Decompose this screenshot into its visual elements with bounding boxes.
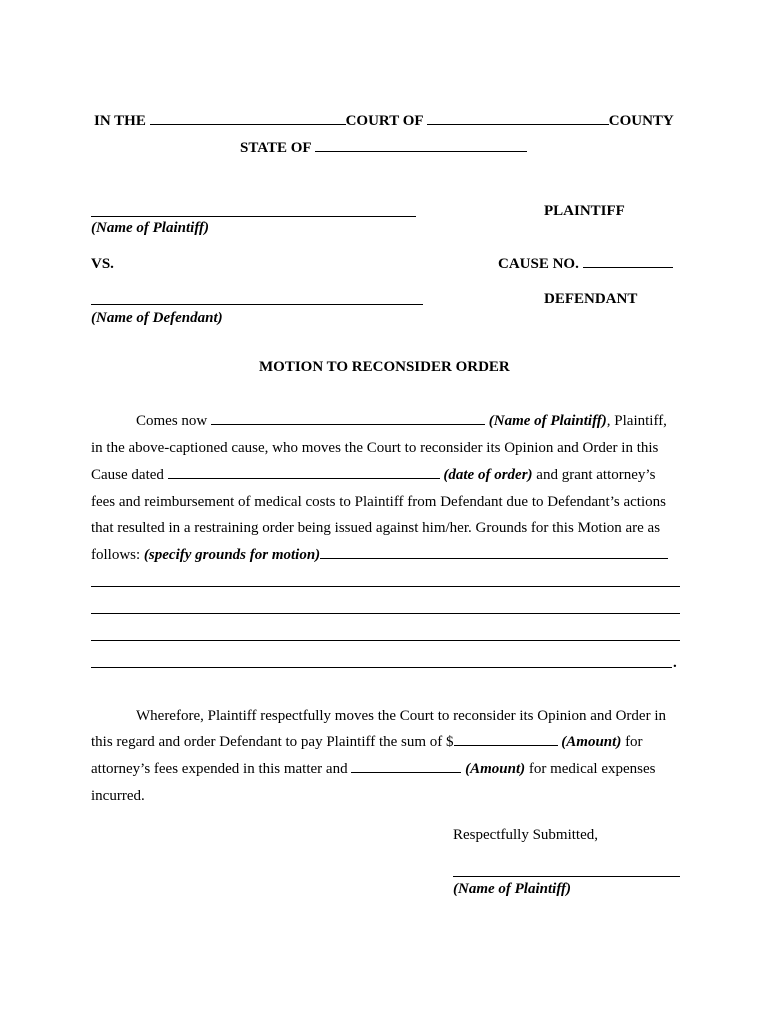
document-title: MOTION TO RECONSIDER ORDER xyxy=(259,359,510,375)
plaintiff-name-line[interactable] xyxy=(91,216,416,217)
body1-line4: fees and reimbursement of medical costs to Plaintiff from Defendant due to Defendant’s actions xyxy=(91,494,666,510)
court-of-label: COURT OF xyxy=(345,113,423,129)
cause-no-label: CAUSE NO. xyxy=(498,256,579,272)
in-the-label: IN THE xyxy=(94,113,146,129)
grounds-blank-first[interactable] xyxy=(320,557,668,559)
defendant-name-line[interactable] xyxy=(91,304,423,305)
cause-number-line xyxy=(498,256,673,273)
county-label: COUNTY xyxy=(608,113,674,129)
amount-hint-2: (Amount) xyxy=(465,761,526,777)
court-name-blank[interactable] xyxy=(150,123,346,125)
attorney-fees-amount-blank[interactable] xyxy=(454,744,558,746)
cause-number-blank[interactable] xyxy=(583,266,673,268)
state-caption-line xyxy=(240,140,527,157)
grounds-line-3[interactable] xyxy=(91,613,680,614)
body2-line4: incurred. xyxy=(91,788,145,804)
body1-line1: Comes now (Name of Plaintiff), Plaintiff, xyxy=(136,413,667,429)
body1-line5: that resulted in a restraining order being issued against him/her. Grounds for this Motion are as xyxy=(91,520,661,536)
plaintiff-name-hint: (Name of Plaintiff) xyxy=(91,220,210,236)
state-of-label: STATE OF xyxy=(240,140,311,156)
state-name-blank[interactable] xyxy=(315,150,527,152)
body2-line1: Wherefore, Plaintiff respectfully moves the Court to reconsider its Opinion and Order in xyxy=(136,708,666,724)
grounds-line-2[interactable] xyxy=(91,586,680,587)
body1-line3: Cause dated (date of order) and grant attorney’s xyxy=(91,467,656,483)
plaintiff-name-hint-inline: (Name of Plaintiff) xyxy=(488,413,607,429)
defendant-label: DEFENDANT xyxy=(544,291,638,307)
grounds-period: . xyxy=(673,655,677,671)
court-caption-line xyxy=(94,113,674,130)
signature-name-hint: (Name of Plaintiff) xyxy=(453,881,572,897)
signature-line[interactable] xyxy=(453,876,680,877)
medical-amount-blank[interactable] xyxy=(351,771,461,773)
vs-label: VS. xyxy=(91,256,114,272)
body2-line2: this regard and order Defendant to pay Plaintiff the sum of $ (Amount) for xyxy=(91,734,643,750)
date-of-order-blank[interactable] xyxy=(168,477,440,479)
body2-line3: attorney’s fees expended in this matter and (Amount) for medical expenses xyxy=(91,761,656,777)
amount-hint-1: (Amount) xyxy=(561,734,622,750)
grounds-line-4[interactable] xyxy=(91,640,680,641)
defendant-name-hint: (Name of Defendant) xyxy=(91,310,223,326)
respectfully-submitted: Respectfully Submitted, xyxy=(453,827,598,843)
grounds-hint: (specify grounds for motion) xyxy=(143,547,321,563)
body1-line2: in the above-captioned cause, who moves the Court to reconsider its Opinion and Order in this xyxy=(91,440,659,456)
grounds-line-5[interactable] xyxy=(91,667,672,668)
plaintiff-name-blank[interactable] xyxy=(211,423,485,425)
body1-line6: follows: (specify grounds for motion) xyxy=(91,547,668,564)
date-of-order-hint: (date of order) xyxy=(443,467,533,483)
plaintiff-label: PLAINTIFF xyxy=(544,203,625,219)
county-name-blank[interactable] xyxy=(427,123,609,125)
